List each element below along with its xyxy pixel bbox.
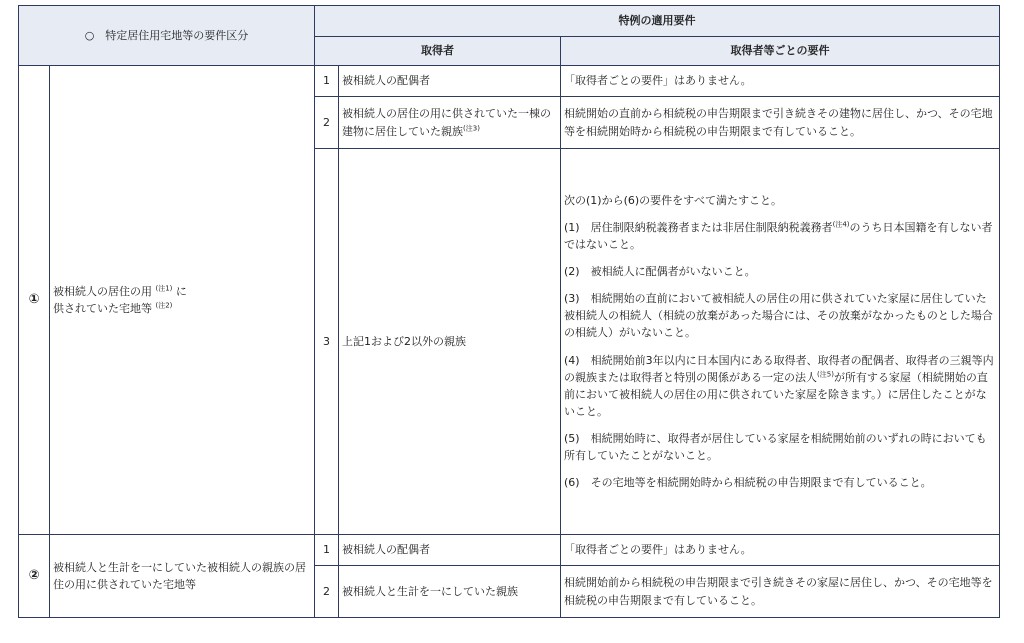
requirement-2: (2) 被相続人に配偶者がいないこと。 <box>564 265 756 279</box>
section1-row-2-acquirer: 被相続人の居住の用に供されていた一棟の建物に居住していた親族$^{(注3)}$ <box>339 97 561 149</box>
special-requirements-header: 特例の適用要件 <box>315 6 1000 37</box>
section1-row-1 <box>19 66 1000 97</box>
header-row-top <box>19 6 1000 37</box>
requirement-4: (4) 相続開始前3年以内に日本国内にある取得者、取得者の配偶者、取得者の三親等内の親族または取得者と特別の関係がある一定の法人$^{(注5)}$が所有する家屋（相続開始の直前において被相続人の居住の用に供されていた家屋を除きます。）に居住したことがないこと。 <box>564 353 994 418</box>
requirement-3: (3) 相続開始の直前において被相続人の居住の用に供されていた家屋に居住していた被相続人の相続人（相続の放棄があった場合には、その放棄がなかったものとした場合の相続人）がいないこと。 <box>564 292 993 340</box>
footnote-ref-3: (注3) <box>463 123 480 132</box>
section1-row-2-requirement: 相続開始の直前から相続税の申告期限まで引き続きその建物に居住し、かつ、その宅地等を相続開始時から相続税の申告期限まで有していること。 <box>561 97 1000 149</box>
footnote-ref-1: (注1) <box>155 284 173 293</box>
section2-row-1-requirement: 「取得者ごとの要件」はありません。 <box>561 535 1000 566</box>
section2-row-1-number: 1 <box>315 535 339 566</box>
requirement-intro: 次の(1)から(6)の要件をすべて満たすこと。 <box>564 194 782 208</box>
section2-description: 被相続人と生計を一にしていた被相続人の親族の居住の用に供されていた宅地等 <box>50 535 315 618</box>
section1-row-2-number: 2 <box>315 97 339 149</box>
footnote-ref-2: (注2) <box>155 301 173 310</box>
category-header: ○ 特定居住用宅地等の要件区分 <box>19 6 315 66</box>
section1-row-3-requirement <box>561 149 1000 535</box>
acquirer-requirements-header: 取得者等ごとの要件 <box>561 37 1000 66</box>
section1-description: 被相続人の居住の用 $^{(注1)}$ に 供されていた宅地等 $^{(注2)}$ <box>50 66 315 535</box>
section2-row-1-acquirer: 被相続人の配偶者 <box>339 535 561 566</box>
footnote-ref-4: (注4) <box>832 220 850 229</box>
requirements-table-wrapper <box>18 5 1000 618</box>
section1-mark: ① <box>19 66 50 535</box>
section2-row-2-requirement: 相続開始前から相続税の申告期限まで引き続きその家屋に居住し、かつ、その宅地等を相続税の申告期限まで有していること。 <box>561 566 1000 618</box>
section1-row-3-number: 3 <box>315 149 339 535</box>
requirements-table <box>18 5 1000 618</box>
requirement-5: (5) 相続開始時に、取得者が居住している家屋を相続開始前のいずれの時においても所有していたことがないこと。 <box>564 431 987 462</box>
section2-row-2-number: 2 <box>315 566 339 618</box>
section1-row-1-number: 1 <box>315 66 339 97</box>
section1-row-3-acquirer: 上記1および2以外の親族 <box>339 149 561 535</box>
section1-row-1-requirement: 「取得者ごとの要件」はありません。 <box>561 66 1000 97</box>
acquirer-header: 取得者 <box>315 37 561 66</box>
section1-row-1-acquirer: 被相続人の配偶者 <box>339 66 561 97</box>
requirement-6: (6) その宅地等を相続開始時から相続税の申告期限まで有していること。 <box>564 475 932 489</box>
footnote-ref-5: (注5) <box>817 369 834 378</box>
section2-row-1 <box>19 535 1000 566</box>
section2-mark: ② <box>19 535 50 618</box>
section2-row-2-acquirer: 被相続人と生計を一にしていた親族 <box>339 566 561 618</box>
requirement-1: (1) 居住制限納税義務者または非居住制限納税義務者$^{(注4)}$のうち日本国籍を有しない者ではないこと。 <box>564 220 993 252</box>
